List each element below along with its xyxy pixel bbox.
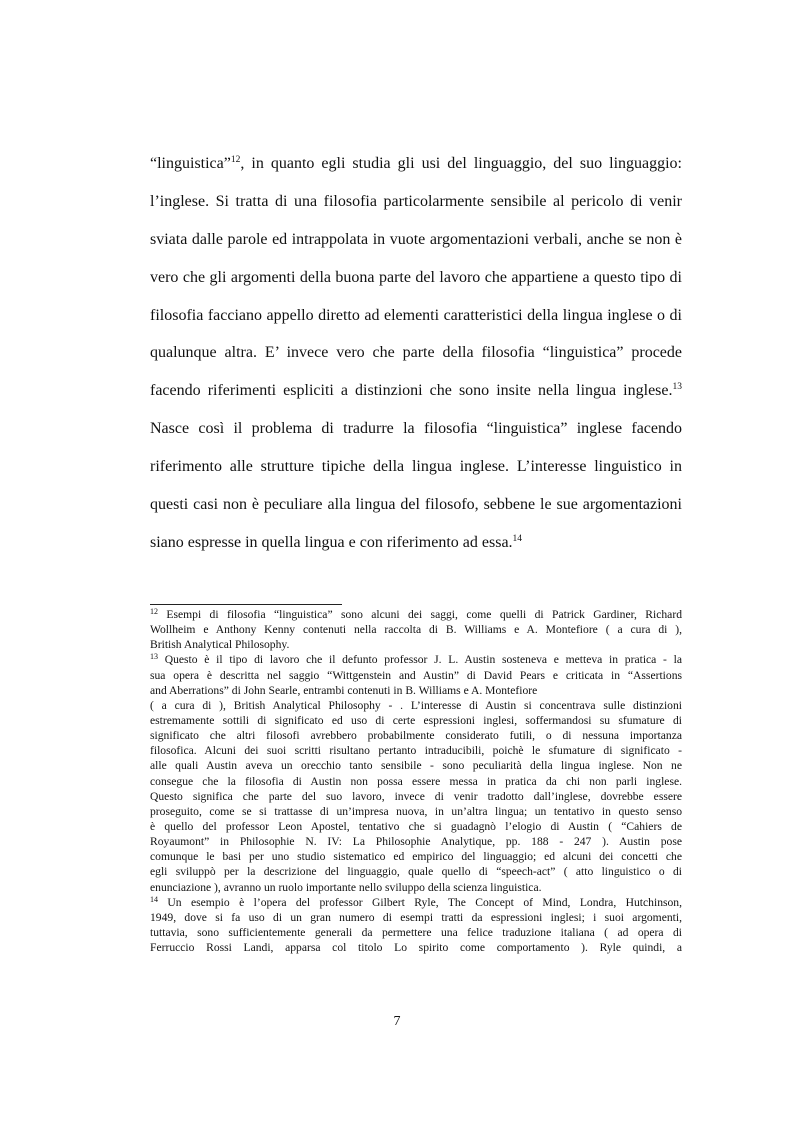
body-line: “linguistica”$^{12}$, in quanto egli studia gli usi del linguaggio, del suo linguaggio: bbox=[150, 155, 682, 172]
footnotes bbox=[150, 607, 682, 955]
footnote-line: $^{14}$ Un esempio è l’opera del professor Gilbert Ryle, The Concept of Mind, Londra, Hutchinson, bbox=[150, 894, 682, 909]
footnote-line: 1949, dove si fa uso di un gran numero di esempi tratti da espressioni inglesi; i suoi argomenti, bbox=[150, 910, 682, 924]
footnote-line: significato che altri filosofi avrebbero probabilmente considerato futili, o di nessuna importanza bbox=[150, 729, 682, 743]
footnote-line: tuttavia, sono sufficientemente generali da permettere una felice traduzione italiana ( ad opera di bbox=[150, 925, 682, 939]
footnote-line: consegue che la filosofia di Austin non possa essere messa in pratica da chi non parli inglese. bbox=[150, 774, 682, 788]
body-line: siano espresse in quella lingua e con riferimento ad essa.$^{14}$ bbox=[150, 533, 523, 551]
footnote-line: alle quali Austin aveva un orecchio tanto sensibile - sono peculiarità della lingua inglese. Non ne bbox=[150, 759, 682, 773]
body-line: facendo riferimenti espliciti a distinzioni che sono insite nella lingua inglese.$^{13}$ bbox=[150, 382, 682, 400]
body-line: riferimento alle strutture tipiche della lingua inglese. L’interesse linguistico in bbox=[150, 458, 682, 476]
footnote-line: ( a cura di ), British Analytical Philosophy - . L’interesse di Austin si concentrava sulle distinzioni bbox=[150, 698, 682, 712]
footnote-line: $^{13}$ Questo è il tipo di lavoro che il defunto professor J. L. Austin sosteneva e metteva in pratica - la bbox=[150, 652, 682, 667]
footnote-number: 14 bbox=[150, 894, 158, 904]
footnote-ref[interactable]: 14 bbox=[512, 533, 523, 544]
body-line: sviata dalle parole ed intrappolata in vuote argomentazioni verbali, anche se non è bbox=[150, 230, 682, 248]
footnote-line: filosofica. Alcuni dei suoi scritti risultano pertanto intraducibili, poichè le sfumature di significato - bbox=[150, 744, 682, 758]
body-paragraph bbox=[150, 145, 682, 562]
footnote-ref[interactable]: 13 bbox=[672, 382, 682, 393]
footnote-line: Wollheim e Anthony Kenny contenuti nella raccolta di B. Williams e A. Montefiore ( a cura di ), bbox=[150, 623, 682, 637]
footnote-line: $^{12}$ Esempi di filosofia “linguistica” sono alcuni dei saggi, come quelli di Patrick Gardiner, Richard bbox=[150, 607, 682, 621]
footnote-ref[interactable]: 12 bbox=[230, 155, 241, 165]
footnote-line: Ferruccio Rossi Landi, apparsa col titolo Lo spirito come comportamento ). Ryle quindi, a bbox=[150, 941, 682, 955]
footnote-line: comunque le basi per uno studio sistematico ed empirico del linguaggio; ed alcuni dei concetti che bbox=[150, 850, 682, 864]
page-number: 7 bbox=[393, 1014, 401, 1029]
body-line: questi casi non è peculiare alla lingua del filosofo, sebbene le sue argomentazioni bbox=[150, 496, 682, 514]
body-line: Nasce così il problema di tradurre la filosofia “linguistica” inglese facendo bbox=[150, 420, 682, 438]
footnote-separator bbox=[150, 604, 342, 605]
footnote-line: proseguito, come se si trattasse di un’impresa nuova, in un’altra lingua; un tentativo in questo senso bbox=[150, 804, 682, 818]
body-line: vero che gli argomenti della buona parte del lavoro che appartiene a questo tipo di bbox=[150, 268, 682, 286]
footnote-line: è quello del professor Leon Apostel, tentativo che si guadagnò l’elogio di Austin ( “Cahiers de bbox=[150, 819, 682, 833]
footnote-line: enunciazione ), avranno un ruolo importante nello sviluppo della scienza linguistica. bbox=[150, 880, 542, 894]
footnote-line: Questo significa che parte del suo lavoro, invece di venir tradotto dall’inglese, dovrebbe essere bbox=[150, 789, 682, 803]
footnote-number: 13 bbox=[150, 652, 158, 662]
footnote-line: sua opera è descritta nel saggio “Wittgenstein and Austin” di David Pears e criticata in “Assertions bbox=[150, 668, 682, 682]
footnote-line: egli sviluppò per la descrizione del linguaggio, quale quello di “speech-act” ( atto linguistico o di bbox=[150, 865, 682, 879]
body-line: l’inglese. Si tratta di una filosofia particolarmente sensibile al pericolo di venir bbox=[150, 192, 682, 210]
footnote-number: 12 bbox=[150, 607, 158, 616]
footnote-line: British Analytical Philosophy. bbox=[150, 638, 290, 652]
body-line: filosofia facciano appello diretto ad elementi caratteristici della lingua inglese o di bbox=[150, 306, 682, 324]
footnote-line: Royaumont” in Philosophie N. IV: La Philosophie Analytique, pp. 188 - 247 ). Austin pose bbox=[150, 835, 682, 849]
footnote-line: and Aberrations” di John Searle, entrambi contenuti in B. Williams e A. Montefiore bbox=[150, 683, 538, 697]
footnote-line: estremamente sottili di significato ed uso di certe espressioni inglesi, soffermandosi su sfumature di bbox=[150, 713, 682, 727]
body-line: qualunque altra. E’ invece vero che parte della filosofia “linguistica” procede bbox=[150, 344, 682, 362]
